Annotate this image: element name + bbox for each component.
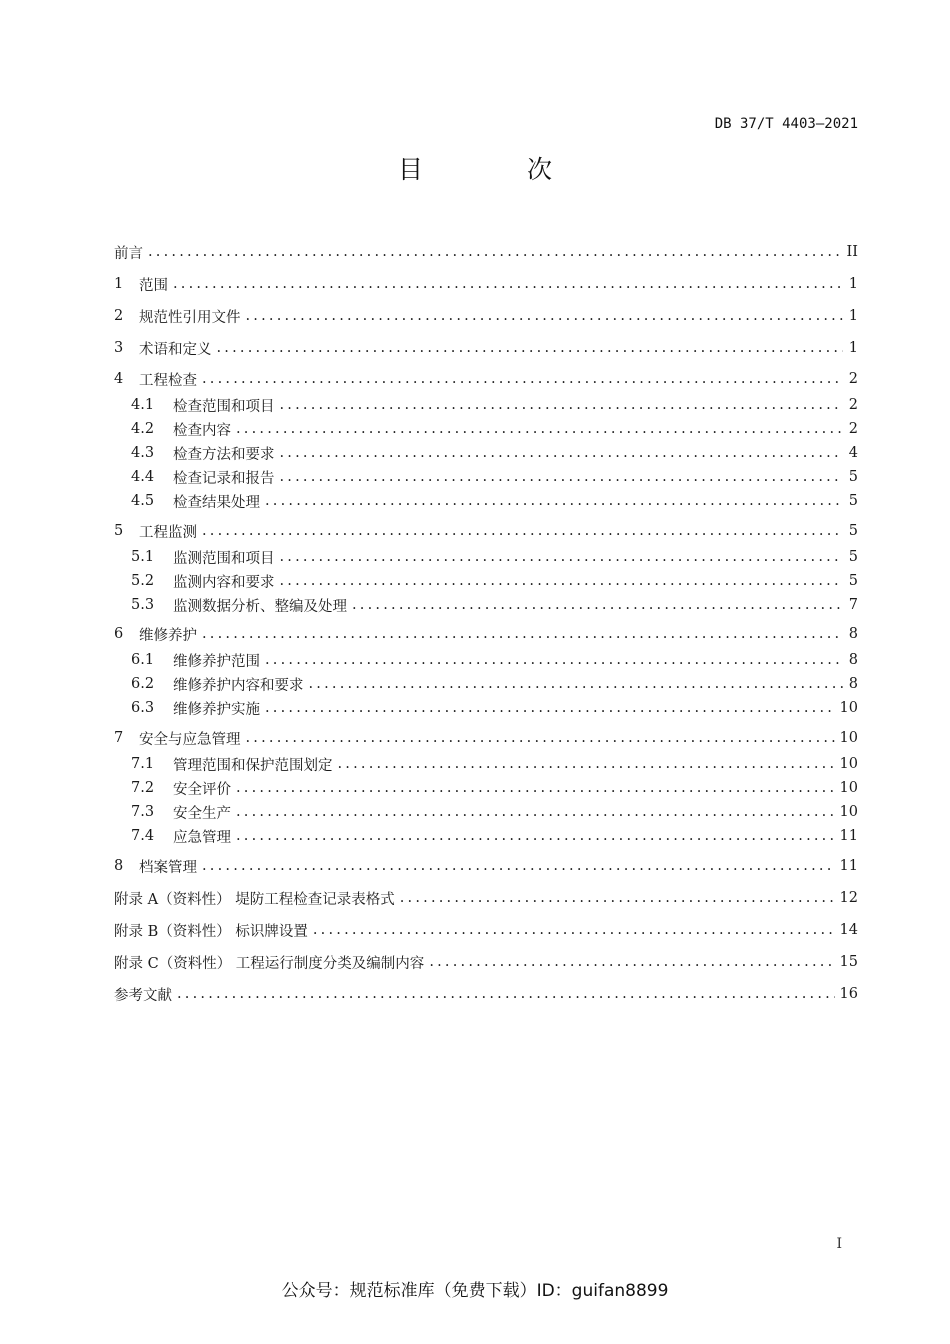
toc-entry-page: 11 bbox=[839, 828, 858, 844]
toc-entry-title: 工程检查 bbox=[139, 372, 197, 389]
toc-entry-title: 维修养护范围 bbox=[173, 653, 260, 670]
toc-entry[interactable] bbox=[131, 546, 858, 568]
dot-leader bbox=[202, 523, 843, 539]
toc-entry-title: 检查范围和项目 bbox=[173, 398, 275, 415]
toc-entry-page: 4 bbox=[848, 445, 858, 461]
toc-entry-number: 5.3 bbox=[131, 597, 155, 613]
toc-entry-number: 7.3 bbox=[131, 804, 155, 820]
toc-entry-number: 6.1 bbox=[131, 652, 155, 668]
toc-entry-title: 范围 bbox=[139, 277, 168, 294]
toc-entry-title: 管理范围和保护范围划定 bbox=[173, 757, 333, 774]
toc-entry-number: 6.3 bbox=[131, 700, 155, 716]
toc-entry-number: 2 bbox=[114, 308, 124, 324]
toc-entry[interactable] bbox=[114, 887, 858, 909]
page-number: I bbox=[836, 1236, 842, 1252]
toc-entry-page: 8 bbox=[848, 652, 858, 668]
toc-entry[interactable] bbox=[131, 570, 858, 592]
toc-entry[interactable] bbox=[114, 337, 858, 359]
toc-entry-page: 2 bbox=[848, 421, 858, 437]
dot-leader bbox=[236, 828, 835, 844]
dot-leader bbox=[313, 922, 835, 938]
dot-leader bbox=[280, 397, 844, 413]
toc-entry-number: 7.1 bbox=[131, 756, 155, 772]
toc-entry-number: 7.2 bbox=[131, 780, 155, 796]
toc-entry-title: 附录 A（资料性） 堤防工程检查记录表格式 bbox=[114, 891, 395, 908]
toc-entry-page: 16 bbox=[839, 986, 858, 1002]
toc-entry-title: 监测内容和要求 bbox=[173, 574, 275, 591]
toc-entry-page: 12 bbox=[839, 890, 858, 906]
dot-leader bbox=[236, 804, 835, 820]
toc-entry-title: 附录 C（资料性） 工程运行制度分类及编制内容 bbox=[114, 955, 425, 972]
toc-entry-title: 安全生产 bbox=[173, 805, 231, 822]
toc-entry-title: 前言 bbox=[114, 245, 143, 262]
toc-entry-page: 14 bbox=[839, 922, 858, 938]
toc-entry-page: 7 bbox=[848, 597, 858, 613]
toc-entry-number: 7.4 bbox=[131, 828, 155, 844]
dot-leader bbox=[217, 340, 844, 356]
toc-entry-title: 监测范围和项目 bbox=[173, 550, 275, 567]
dot-leader bbox=[280, 549, 844, 565]
toc-entry-page: 5 bbox=[848, 493, 858, 509]
toc-entry[interactable] bbox=[131, 418, 858, 440]
toc-entry-page: 5 bbox=[848, 549, 858, 565]
dot-leader bbox=[400, 890, 835, 906]
toc-entry-page: 10 bbox=[839, 756, 858, 772]
toc-entry[interactable] bbox=[114, 305, 858, 327]
dot-leader bbox=[236, 421, 843, 437]
toc-entry[interactable] bbox=[131, 394, 858, 416]
toc-entry-title: 检查记录和报告 bbox=[173, 470, 275, 487]
toc-entry[interactable] bbox=[114, 273, 858, 295]
toc-entry-page: 10 bbox=[839, 780, 858, 796]
dot-leader bbox=[202, 371, 843, 387]
toc-entry-title: 检查内容 bbox=[173, 422, 231, 439]
toc-entry[interactable] bbox=[131, 697, 858, 719]
toc-entry[interactable] bbox=[131, 649, 858, 671]
dot-leader bbox=[265, 493, 843, 509]
toc-entry-number: 5.2 bbox=[131, 573, 155, 589]
dot-leader bbox=[280, 445, 844, 461]
toc-entry-page: 10 bbox=[839, 700, 858, 716]
toc-entry-page: 11 bbox=[839, 858, 858, 874]
toc-entry[interactable] bbox=[131, 777, 858, 799]
toc-entry-title: 术语和定义 bbox=[139, 341, 212, 358]
toc-entry-number: 6.2 bbox=[131, 676, 155, 692]
toc-entry[interactable] bbox=[114, 623, 858, 645]
toc-entry-page: 8 bbox=[848, 626, 858, 642]
toc-entry-title: 监测数据分析、整编及处理 bbox=[173, 598, 347, 615]
dot-leader bbox=[338, 756, 835, 772]
toc-entry[interactable] bbox=[131, 466, 858, 488]
toc-entry-page: 5 bbox=[848, 573, 858, 589]
toc-entry-number: 5.1 bbox=[131, 549, 155, 565]
toc-entry-title: 维修养护内容和要求 bbox=[173, 677, 304, 694]
toc-entry-number: 8 bbox=[114, 858, 124, 874]
dot-leader bbox=[148, 244, 842, 260]
toc-entry-page: 2 bbox=[848, 397, 858, 413]
dot-leader bbox=[352, 597, 843, 613]
toc-entry-title: 工程监测 bbox=[139, 524, 197, 541]
page-title: 目 次 bbox=[398, 155, 600, 184]
dot-leader bbox=[202, 626, 843, 642]
toc-entry-page: II bbox=[846, 244, 858, 260]
toc-entry[interactable] bbox=[114, 727, 858, 749]
toc-entry[interactable] bbox=[131, 753, 858, 775]
toc-entry[interactable] bbox=[131, 442, 858, 464]
toc-entry-number: 4.3 bbox=[131, 445, 155, 461]
dot-leader bbox=[429, 954, 834, 970]
toc-entry-title: 附录 B（资料性） 标识牌设置 bbox=[114, 923, 308, 940]
toc-entry[interactable] bbox=[114, 368, 858, 390]
toc-entry[interactable] bbox=[114, 983, 858, 1005]
toc-entry[interactable] bbox=[131, 825, 858, 847]
toc-entry[interactable] bbox=[114, 855, 858, 877]
toc-entry[interactable] bbox=[131, 490, 858, 512]
toc-entry[interactable] bbox=[114, 241, 858, 263]
toc-entry-number: 3 bbox=[114, 340, 124, 356]
toc-entry-title: 维修养护 bbox=[139, 627, 197, 644]
toc-entry-title: 参考文献 bbox=[114, 987, 172, 1004]
toc-entry-title: 检查结果处理 bbox=[173, 494, 260, 511]
toc-entry-page: 1 bbox=[848, 308, 858, 324]
toc-entry-page: 8 bbox=[848, 676, 858, 692]
toc-entry-title: 档案管理 bbox=[139, 859, 197, 876]
dot-leader bbox=[173, 276, 843, 292]
toc-entry-title: 安全评价 bbox=[173, 781, 231, 798]
toc-entry-number: 6 bbox=[114, 626, 124, 642]
dot-leader bbox=[280, 469, 844, 485]
dot-leader bbox=[177, 986, 835, 1002]
toc-entry-title: 规范性引用文件 bbox=[139, 309, 241, 326]
toc-entry-number: 1 bbox=[114, 276, 124, 292]
dot-leader bbox=[202, 858, 835, 874]
toc-entry[interactable] bbox=[114, 919, 858, 941]
toc-entry-page: 5 bbox=[848, 523, 858, 539]
toc-entry-number: 5 bbox=[114, 523, 124, 539]
standard-code: DB 37/T 4403—2021 bbox=[714, 116, 858, 132]
toc-entry-number: 7 bbox=[114, 730, 124, 746]
toc-entry[interactable] bbox=[114, 951, 858, 973]
toc-entry-page: 5 bbox=[848, 469, 858, 485]
toc-entry-page: 1 bbox=[848, 340, 858, 356]
dot-leader bbox=[265, 652, 843, 668]
toc-entry-page: 1 bbox=[848, 276, 858, 292]
toc-entry[interactable] bbox=[131, 673, 858, 695]
dot-leader bbox=[236, 780, 835, 796]
dot-leader bbox=[280, 573, 844, 589]
toc-entry-number: 4.2 bbox=[131, 421, 155, 437]
toc-entry-page: 10 bbox=[839, 804, 858, 820]
dot-leader bbox=[265, 700, 835, 716]
toc-entry-title: 检查方法和要求 bbox=[173, 446, 275, 463]
toc-entry[interactable] bbox=[114, 520, 858, 542]
footer-note: 公众号：规范标准库（免费下载）ID：guifan8899 bbox=[281, 1281, 669, 1301]
toc-entry-number: 4.4 bbox=[131, 469, 155, 485]
dot-leader bbox=[309, 676, 844, 692]
toc-entry-title: 安全与应急管理 bbox=[139, 731, 241, 748]
toc-entry-number: 4 bbox=[114, 371, 124, 387]
toc-entry-page: 2 bbox=[848, 371, 858, 387]
toc-entry-title: 维修养护实施 bbox=[173, 701, 260, 718]
toc-entry[interactable] bbox=[131, 594, 858, 616]
toc-entry-page: 10 bbox=[839, 730, 858, 746]
toc-entry-number: 4.5 bbox=[131, 493, 155, 509]
toc-entry[interactable] bbox=[131, 801, 858, 823]
toc-entry-title: 应急管理 bbox=[173, 829, 231, 846]
dot-leader bbox=[246, 730, 835, 746]
toc-entry-number: 4.1 bbox=[131, 397, 155, 413]
dot-leader bbox=[246, 308, 844, 324]
toc-entry-page: 15 bbox=[839, 954, 858, 970]
